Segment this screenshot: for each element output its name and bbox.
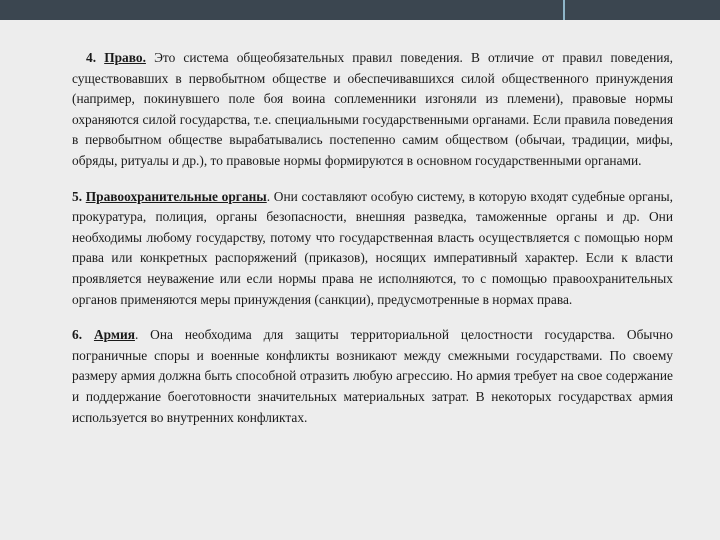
paragraph-term: Армия: [93, 327, 135, 343]
slide-header-bar: [0, 0, 720, 20]
paragraph-number: 5.: [72, 188, 83, 204]
paragraph-term: Правоохранительные органы: [85, 188, 267, 204]
paragraph-law-enforcement: [72, 187, 673, 311]
paragraph-text: . Она необходима для защиты территориальной целостности государства. Обычно пограничные споры и военные конфликты возникают между смежными государствами. По своему размеру армия должна быть способной отразить любую агрессию. Но армия требует на свое содержание и поддержание боеготовности значительных материальных затрат. В некоторых государствах армия используется во внутренних конфликтах.: [72, 327, 674, 425]
paragraph-army: [72, 325, 673, 428]
paragraph-text: . Они составляют особую систему, в которую входят судебные органы, прокуратура, полиция, органы безопасности, внешняя разведка, таможенные органы и др. Они необходимы любому государству, потому что государственная власть осуществляется с помощью норм права или конкретных распоряжений (приказов), носящих императивный характер. Если к власти проявляется неуважение или если нормы права не исполняются, то с помощью правоохранительных органов применяются меры принуждения (санкции), предусмотренные в нормах права.: [72, 188, 673, 307]
paragraph-text: Это система общеобязательных правил поведения. В отличие от правил поведения, существовавших в первобытном обществе и обеспечивавшихся силой общественного принуждения (например, покинувшего поле боя воина соплеменники изгоняли из племени), правовые нормы охраняются силой государства, т.е. специальными государственными органами. Если правила поведения в первобытном обществе вырабатывались постепенно самим обществом (обычаи, традиции, мифы, обряды, ритуалы и др.), то правовые нормы формируются в основном государственными органами.: [72, 50, 673, 168]
paragraph-law: [72, 48, 673, 172]
paragraph-term: Право.: [104, 50, 146, 65]
header-accent-line: [563, 0, 565, 20]
paragraph-number: 6.: [72, 327, 83, 343]
document-body: [72, 48, 673, 428]
paragraph-number: 4.: [86, 50, 97, 65]
